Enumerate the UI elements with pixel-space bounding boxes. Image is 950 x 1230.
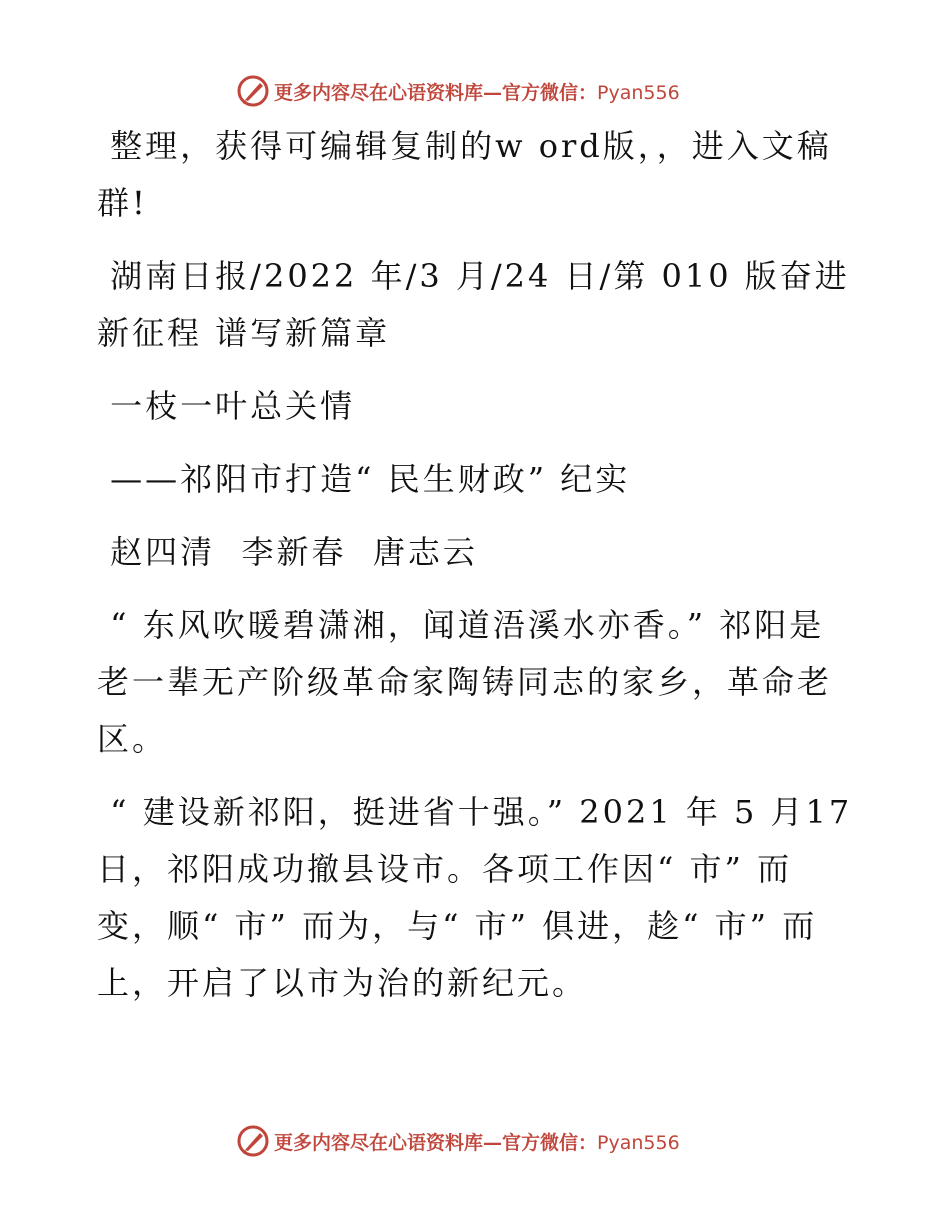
paragraph: 湖南日报/2022 年/3 月/24 日/第 010 版奋进新征程 谱写新篇章 <box>97 257 850 352</box>
paragraph: 一枝一叶总关情 <box>97 387 356 425</box>
paragraph: 赵四清 李新春 唐志云 <box>97 533 478 571</box>
header-watermark <box>236 74 680 108</box>
paragraph: ——祁阳市打造“ 民生财政” 纪实 <box>97 460 631 498</box>
quill-pen-logo-icon <box>236 74 270 108</box>
watermark-text: 更多内容尽在心语资料库—官方微信：Pyan556 <box>274 1131 680 1154</box>
watermark-text: 更多内容尽在心语资料库—官方微信：Pyan556 <box>274 81 680 104</box>
paragraph: 整理，获得可编辑复制的w ord版，，进入文稿群! <box>97 127 832 222</box>
quill-pen-logo-icon <box>236 1124 270 1158</box>
document-body <box>97 118 866 1028</box>
footer-watermark <box>236 1124 680 1158</box>
paragraph: “ 东风吹暖碧潇湘，闻道浯溪水亦香。” 祁阳是老一辈无产阶级革命家陶铸同志的家乡，革命老区。 <box>97 606 833 758</box>
paragraph: “ 建设新祁阳，挺进省十强。” 2021 年 5 月17 日，祁阳成功撤县设市。各项工作因“ 市” 而变，顺“ 市” 而为，与“ 市” 俱进，趁“ 市” 而上，开启了以市为治的新纪元。 <box>97 793 866 1002</box>
